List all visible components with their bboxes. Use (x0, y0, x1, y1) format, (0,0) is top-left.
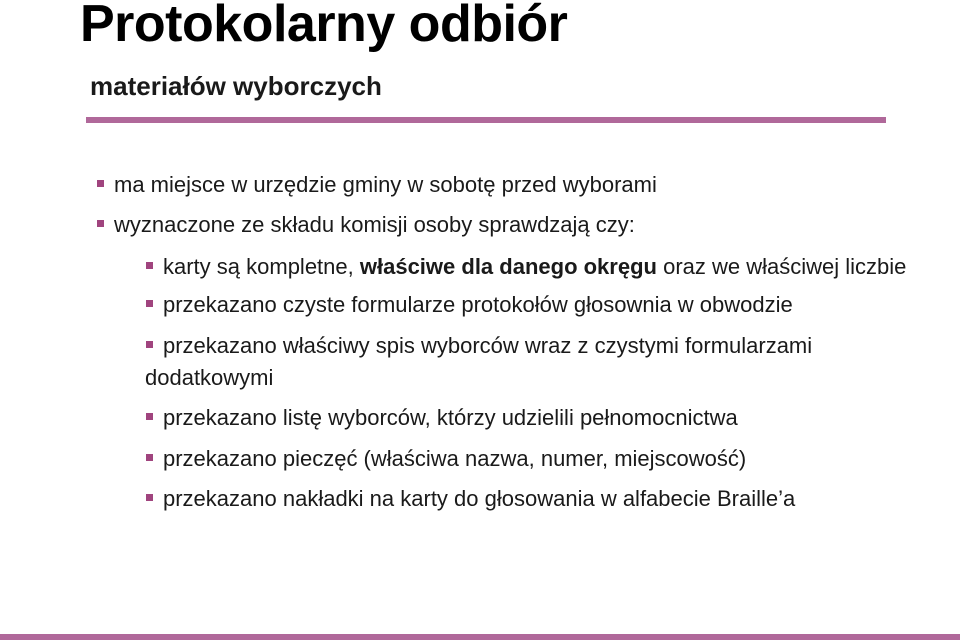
square-bullet-icon (146, 454, 153, 461)
square-bullet-icon (146, 300, 153, 307)
list-item-text: ma miejsce w urzędzie gminy w sobotę przed wyborami (114, 172, 657, 197)
text-run: karty są kompletne, (163, 254, 360, 279)
square-bullet-icon (97, 220, 104, 227)
list-item (114, 172, 657, 198)
list-item-text: przekazano listę wyborców, którzy udzielili pełnomocnictwa (163, 405, 738, 430)
square-bullet-icon (146, 262, 153, 269)
list-item-text: przekazano właściwy spis wyborców wraz z czystymi formularzami (163, 333, 813, 358)
slide-subtitle: materiałów wyborczych (90, 71, 382, 101)
emphasis-text: właściwe dla danego okręgu (359, 254, 657, 279)
sub-list-item (163, 254, 906, 280)
list-item (114, 212, 635, 238)
list-item-text: przekazano czyste formularze protokołów głosownia w obwodzie (163, 292, 793, 317)
title-divider (86, 117, 886, 123)
list-item-text: wyznaczone ze składu komisji osoby sprawdzają czy: (114, 212, 635, 237)
list-item-text: dodatkowymi (145, 365, 274, 390)
sub-list-item (163, 333, 812, 359)
list-item-text: przekazano nakładki na karty do głosowania w alfabecie Braille’a (163, 486, 796, 511)
list-item-text: przekazano pieczęć (właściwa nazwa, numer, miejscowość) (163, 446, 747, 471)
square-bullet-icon (146, 413, 153, 420)
list-item-continuation (145, 365, 273, 391)
text-run: oraz we właściwej liczbie (656, 254, 907, 279)
square-bullet-icon (146, 494, 153, 501)
square-bullet-icon (97, 180, 104, 187)
footer-divider (0, 634, 960, 640)
sub-list-item (163, 486, 795, 512)
sub-list-item (163, 446, 746, 472)
sub-list-item (163, 292, 793, 318)
sub-list-item (163, 405, 738, 431)
slide-title: Protokolarny odbiór (80, 0, 568, 53)
square-bullet-icon (146, 341, 153, 348)
list-item-text (163, 254, 906, 279)
